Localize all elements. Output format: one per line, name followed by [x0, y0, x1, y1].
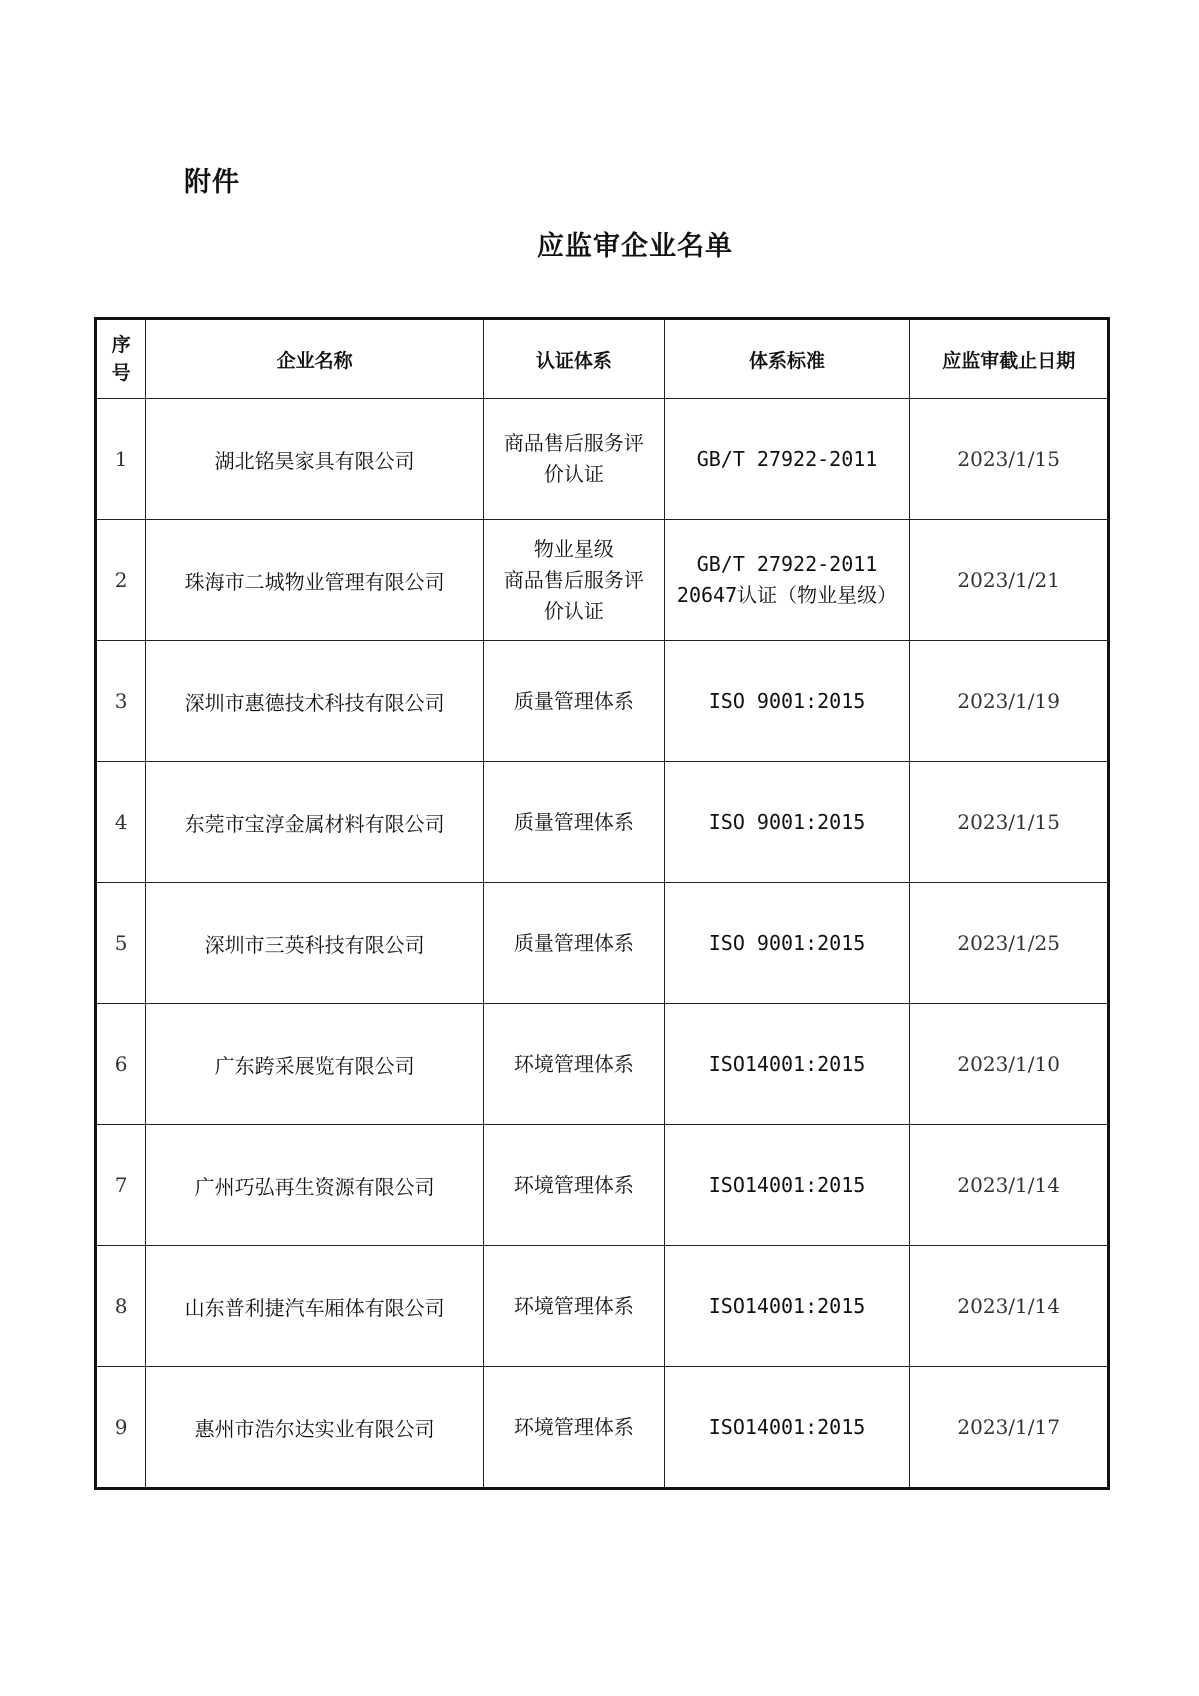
- cert-system-line: 质量管理体系: [513, 930, 634, 955]
- system-standard-line: ISO 9001:2015: [708, 688, 866, 713]
- header-seq: [96, 319, 146, 399]
- row-deadline: 2023/1/10: [910, 1004, 1109, 1125]
- row-system-standard: [664, 641, 910, 762]
- row-system-standard: [664, 1125, 910, 1246]
- row-company-name: 广东跨采展览有限公司: [146, 1004, 484, 1125]
- row-deadline: 2023/1/14: [910, 1125, 1109, 1246]
- row-seq: 5: [96, 883, 146, 1004]
- row-seq: 8: [96, 1246, 146, 1367]
- row-seq: 9: [96, 1367, 146, 1489]
- row-cert-system: [484, 641, 665, 762]
- row-company-name: 东莞市宝淳金属材料有限公司: [146, 762, 484, 883]
- row-deadline: 2023/1/15: [910, 399, 1109, 520]
- attachment-label: 附件: [184, 167, 240, 198]
- row-seq: 1: [96, 399, 146, 520]
- row-deadline: 2023/1/19: [910, 641, 1109, 762]
- row-system-standard: [664, 762, 910, 883]
- system-standard-line: 20647认证（物业星级）: [676, 583, 898, 607]
- cert-system-line: 价认证: [543, 598, 604, 623]
- row-system-standard: [664, 1367, 910, 1489]
- system-standard-line: ISO14001:2015: [708, 1293, 866, 1318]
- row-seq: 3: [96, 641, 146, 762]
- cert-system-line: 商品售后服务评: [503, 431, 644, 455]
- system-standard-line: GB/T 27922-2011: [696, 552, 878, 576]
- cert-system-line: 商品售后服务评: [503, 567, 644, 592]
- table-row: [96, 1367, 1109, 1489]
- row-seq: 7: [96, 1125, 146, 1246]
- table-row: [96, 1004, 1109, 1125]
- table-row: [96, 641, 1109, 762]
- row-deadline: 2023/1/21: [910, 520, 1109, 641]
- row-deadline: 2023/1/17: [910, 1367, 1109, 1489]
- table-body: [96, 399, 1109, 1489]
- row-seq: 6: [96, 1004, 146, 1125]
- cert-system-line: 环境管理体系: [513, 1051, 634, 1076]
- table-row: [96, 1246, 1109, 1367]
- header-seq-line-1: 序: [111, 334, 131, 356]
- table-row: [96, 762, 1109, 883]
- row-company-name: 广州巧弘再生资源有限公司: [146, 1125, 484, 1246]
- cert-system-line: 价认证: [543, 462, 604, 486]
- row-system-standard: [664, 1246, 910, 1367]
- row-cert-system: [484, 520, 665, 641]
- row-deadline: 2023/1/15: [910, 762, 1109, 883]
- cert-system-line: 环境管理体系: [513, 1293, 634, 1318]
- system-standard-line: ISO 9001:2015: [708, 930, 866, 955]
- row-system-standard: [664, 1004, 910, 1125]
- cert-system-line: 质量管理体系: [513, 809, 634, 834]
- table-row: [96, 1125, 1109, 1246]
- table-row: [96, 883, 1109, 1004]
- system-standard-line: GB/T 27922-2011: [696, 446, 878, 471]
- row-system-standard: [664, 520, 910, 641]
- table-row: [96, 399, 1109, 520]
- header-system: 认证体系: [484, 319, 665, 399]
- header-deadline: 应监审截止日期: [910, 319, 1109, 399]
- cert-system-line: 物业星级: [533, 536, 614, 561]
- system-standard-line: ISO 9001:2015: [708, 809, 866, 834]
- row-deadline: 2023/1/25: [910, 883, 1109, 1004]
- row-cert-system: [484, 1246, 665, 1367]
- row-deadline: 2023/1/14: [910, 1246, 1109, 1367]
- row-cert-system: [484, 883, 665, 1004]
- row-cert-system: [484, 1367, 665, 1489]
- row-cert-system: [484, 1004, 665, 1125]
- row-seq: 2: [96, 520, 146, 641]
- table-row: [96, 520, 1109, 641]
- row-system-standard: [664, 399, 910, 520]
- system-standard-line: ISO14001:2015: [708, 1172, 866, 1197]
- row-company-name: 湖北铭昊家具有限公司: [146, 399, 484, 520]
- header-seq-line-2: 号: [111, 362, 131, 384]
- header-company: 企业名称: [146, 319, 484, 399]
- system-standard-line: ISO14001:2015: [708, 1051, 866, 1076]
- row-company-name: 山东普利捷汽车厢体有限公司: [146, 1246, 484, 1367]
- cert-system-line: 质量管理体系: [513, 688, 634, 713]
- row-cert-system: [484, 399, 665, 520]
- row-company-name: 珠海市二城物业管理有限公司: [146, 520, 484, 641]
- row-cert-system: [484, 762, 665, 883]
- table-header-row: [96, 319, 1109, 399]
- header-standard: 体系标准: [664, 319, 910, 399]
- row-company-name: 深圳市惠德技术科技有限公司: [146, 641, 484, 762]
- cert-system-line: 环境管理体系: [513, 1172, 634, 1197]
- page-title: 应监审企业名单: [537, 231, 733, 262]
- row-system-standard: [664, 883, 910, 1004]
- cert-system-line: 环境管理体系: [513, 1414, 634, 1439]
- row-company-name: 惠州市浩尔达实业有限公司: [146, 1367, 484, 1489]
- row-cert-system: [484, 1125, 665, 1246]
- enterprise-table: [94, 317, 1110, 1490]
- row-seq: 4: [96, 762, 146, 883]
- row-company-name: 深圳市三英科技有限公司: [146, 883, 484, 1004]
- system-standard-line: ISO14001:2015: [708, 1414, 866, 1439]
